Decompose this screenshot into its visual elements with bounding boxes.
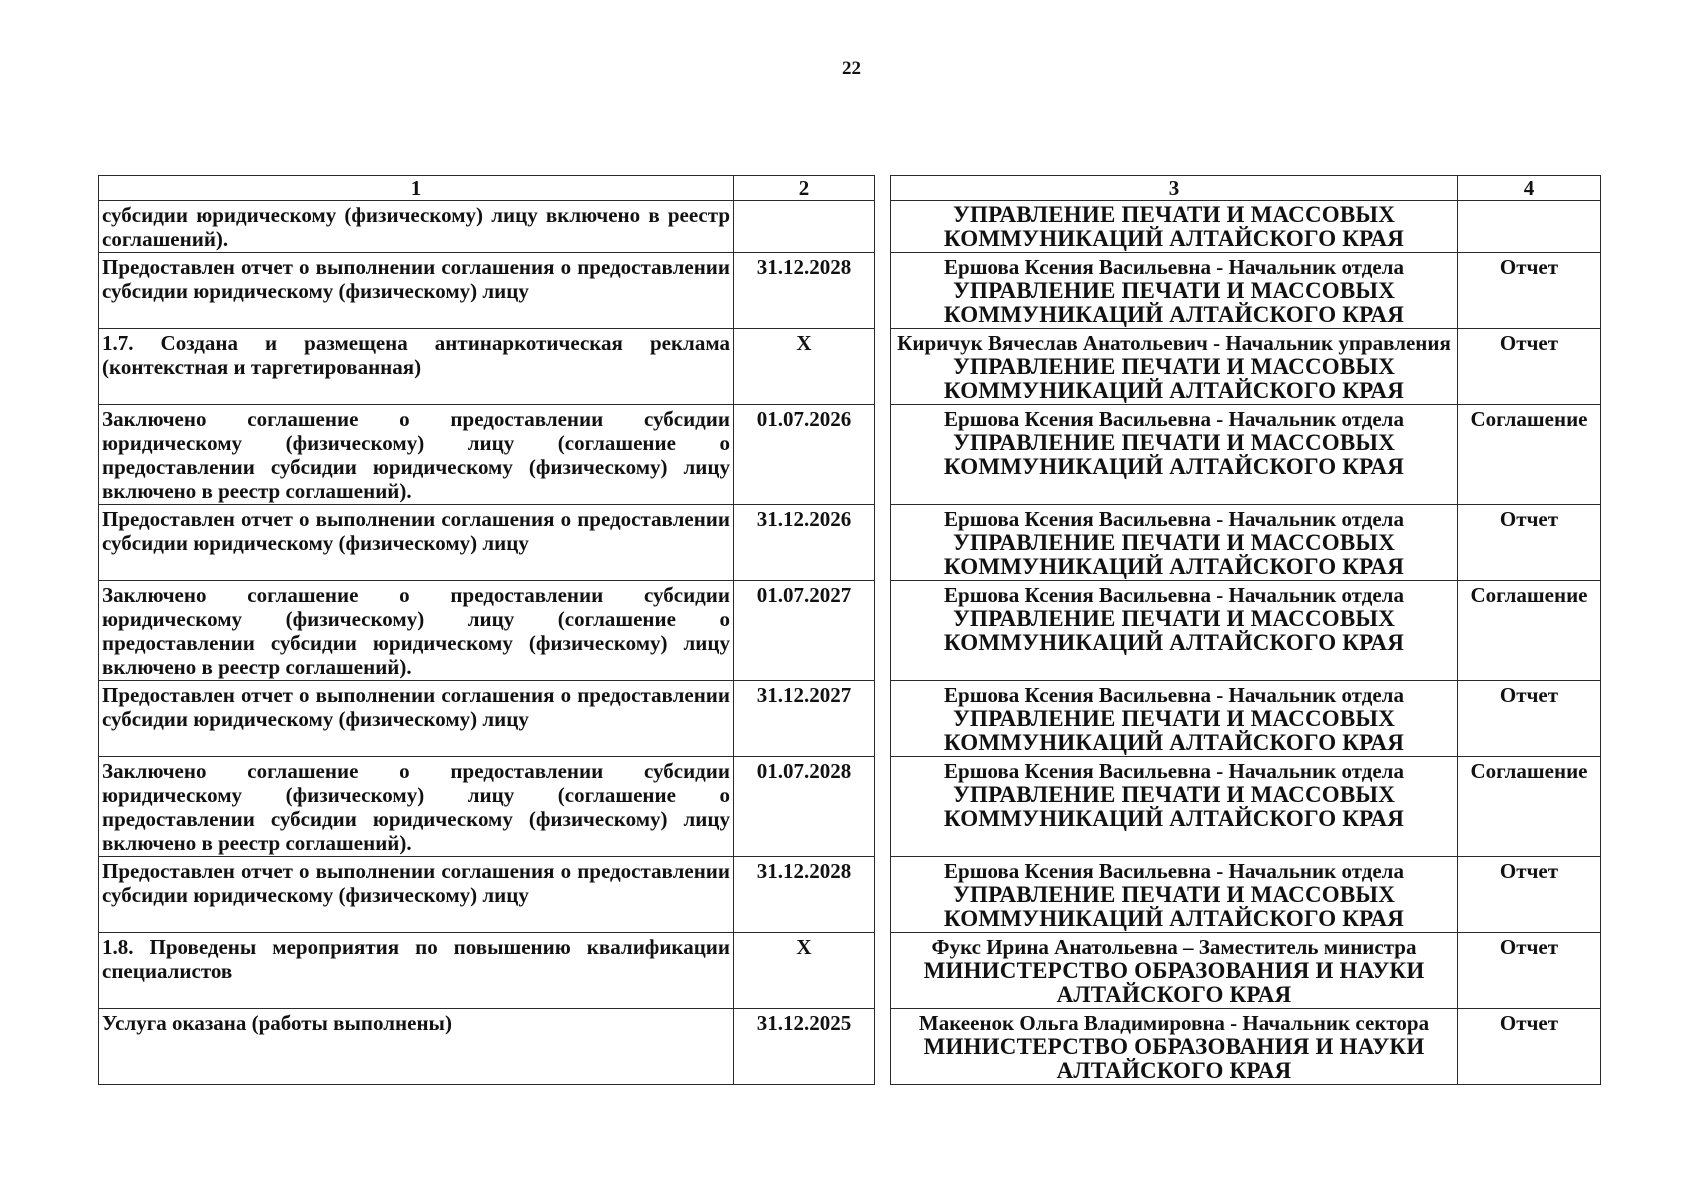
responsible-cell bbox=[891, 857, 1458, 933]
responsible-person: Ершова Ксения Васильевна - Начальник отдела bbox=[944, 507, 1404, 531]
table-row bbox=[99, 405, 1601, 505]
responsible-organization: УПРАВЛЕНИЕ ПЕЧАТИ И МАССОВЫХ КОММУНИКАЦИЙ АЛТАЙСКОГО КРАЯ bbox=[943, 202, 1405, 251]
responsible-organization: УПРАВЛЕНИЕ ПЕЧАТИ И МАССОВЫХ КОММУНИКАЦИЙ АЛТАЙСКОГО КРАЯ bbox=[943, 706, 1405, 755]
responsible-cell bbox=[891, 581, 1458, 681]
column-gap bbox=[875, 405, 891, 505]
column-header-3: 3 bbox=[891, 176, 1458, 201]
responsible-cell bbox=[891, 329, 1458, 405]
responsible-cell bbox=[891, 505, 1458, 581]
column-gap bbox=[875, 681, 891, 757]
event-description: Заключено соглашение о предоставлении субсидии юридическому (физическому) лицу (соглашение о предоставлении субсидии юридическому (физическому) лицу включено в реестр соглашений). bbox=[99, 581, 734, 681]
responsible-person: Ершова Ксения Васильевна - Начальник отдела bbox=[944, 255, 1404, 279]
responsible-organization: УПРАВЛЕНИЕ ПЕЧАТИ И МАССОВЫХ КОММУНИКАЦИЙ АЛТАЙСКОГО КРАЯ bbox=[943, 278, 1405, 327]
column-gap bbox=[875, 581, 891, 681]
responsible-cell bbox=[891, 253, 1458, 329]
document-type bbox=[1458, 201, 1601, 253]
column-gap bbox=[875, 1009, 891, 1085]
responsible-person: Ершова Ксения Васильевна - Начальник отдела bbox=[944, 583, 1404, 607]
responsible-organization: УПРАВЛЕНИЕ ПЕЧАТИ И МАССОВЫХ КОММУНИКАЦИЙ АЛТАЙСКОГО КРАЯ bbox=[943, 782, 1405, 831]
due-date: 01.07.2026 bbox=[734, 405, 875, 505]
due-date bbox=[734, 201, 875, 253]
responsible-cell bbox=[891, 405, 1458, 505]
event-description: Предоставлен отчет о выполнении соглашения о предоставлении субсидии юридическому (физическому) лицу bbox=[99, 857, 734, 933]
responsible-person: Ершова Ксения Васильевна - Начальник отдела bbox=[944, 759, 1404, 783]
table-row bbox=[99, 329, 1601, 405]
event-description: Предоставлен отчет о выполнении соглашения о предоставлении субсидии юридическому (физическому) лицу bbox=[99, 681, 734, 757]
responsible-organization: МИНИСТЕРСТВО ОБРАЗОВАНИЯ И НАУКИ АЛТАЙСКОГО КРАЯ bbox=[923, 1034, 1425, 1083]
plan-table bbox=[98, 175, 1601, 1085]
due-date: 31.12.2025 bbox=[734, 1009, 875, 1085]
document-type: Отчет bbox=[1458, 253, 1601, 329]
event-description: Предоставлен отчет о выполнении соглашения о предоставлении субсидии юридическому (физическому) лицу bbox=[99, 253, 734, 329]
table-row bbox=[99, 1009, 1601, 1085]
table-row bbox=[99, 201, 1601, 253]
table-row bbox=[99, 857, 1601, 933]
table-header-row bbox=[99, 176, 1601, 201]
column-gap bbox=[875, 933, 891, 1009]
responsible-organization: УПРАВЛЕНИЕ ПЕЧАТИ И МАССОВЫХ КОММУНИКАЦИЙ АЛТАЙСКОГО КРАЯ bbox=[943, 606, 1405, 655]
document-type: Отчет bbox=[1458, 1009, 1601, 1085]
column-header-4: 4 bbox=[1458, 176, 1601, 201]
due-date: X bbox=[734, 329, 875, 405]
column-gap bbox=[875, 201, 891, 253]
due-date: 01.07.2028 bbox=[734, 757, 875, 857]
due-date: 31.12.2028 bbox=[734, 253, 875, 329]
event-description: Заключено соглашение о предоставлении субсидии юридическому (физическому) лицу (соглашение о предоставлении субсидии юридическому (физическому) лицу включено в реестр соглашений). bbox=[99, 757, 734, 857]
plan-table-body bbox=[99, 176, 1601, 1085]
due-date: 31.12.2026 bbox=[734, 505, 875, 581]
responsible-organization: МИНИСТЕРСТВО ОБРАЗОВАНИЯ И НАУКИ АЛТАЙСКОГО КРАЯ bbox=[923, 958, 1425, 1007]
responsible-organization: УПРАВЛЕНИЕ ПЕЧАТИ И МАССОВЫХ КОММУНИКАЦИЙ АЛТАЙСКОГО КРАЯ bbox=[943, 530, 1405, 579]
column-header-1: 1 bbox=[99, 176, 734, 201]
responsible-cell bbox=[891, 1009, 1458, 1085]
responsible-cell bbox=[891, 933, 1458, 1009]
responsible-person: Макеенок Ольга Владимировна - Начальник сектора bbox=[918, 1011, 1430, 1035]
due-date: 31.12.2027 bbox=[734, 681, 875, 757]
document-type: Соглашение bbox=[1458, 581, 1601, 681]
table-row bbox=[99, 757, 1601, 857]
event-description: Заключено соглашение о предоставлении субсидии юридическому (физическому) лицу (соглашение о предоставлении субсидии юридическому (физическому) лицу включено в реестр соглашений). bbox=[99, 405, 734, 505]
responsible-organization: УПРАВЛЕНИЕ ПЕЧАТИ И МАССОВЫХ КОММУНИКАЦИЙ АЛТАЙСКОГО КРАЯ bbox=[943, 430, 1405, 479]
responsible-cell bbox=[891, 757, 1458, 857]
event-description: субсидии юридическому (физическому) лицу включено в реестр соглашений). bbox=[99, 201, 734, 253]
document-type: Отчет bbox=[1458, 857, 1601, 933]
event-description: 1.7. Создана и размещена антинаркотическая реклама (контекстная и таргетированная) bbox=[99, 329, 734, 405]
column-gap bbox=[875, 176, 891, 201]
responsible-organization: УПРАВЛЕНИЕ ПЕЧАТИ И МАССОВЫХ КОММУНИКАЦИЙ АЛТАЙСКОГО КРАЯ bbox=[943, 882, 1405, 931]
table-row bbox=[99, 933, 1601, 1009]
responsible-organization: УПРАВЛЕНИЕ ПЕЧАТИ И МАССОВЫХ КОММУНИКАЦИЙ АЛТАЙСКОГО КРАЯ bbox=[943, 354, 1405, 403]
responsible-person: Киричук Вячеслав Анатольевич - Начальник управления bbox=[897, 331, 1451, 355]
due-date: 01.07.2027 bbox=[734, 581, 875, 681]
document-type: Отчет bbox=[1458, 681, 1601, 757]
responsible-person: Ершова Ксения Васильевна - Начальник отдела bbox=[944, 683, 1404, 707]
due-date: 31.12.2028 bbox=[734, 857, 875, 933]
table-row bbox=[99, 581, 1601, 681]
column-gap bbox=[875, 757, 891, 857]
column-gap bbox=[875, 857, 891, 933]
column-header-2: 2 bbox=[734, 176, 875, 201]
table-row bbox=[99, 681, 1601, 757]
document-type: Отчет bbox=[1458, 933, 1601, 1009]
document-type: Соглашение bbox=[1458, 757, 1601, 857]
responsible-person: Ершова Ксения Васильевна - Начальник отдела bbox=[944, 407, 1404, 431]
table-row bbox=[99, 253, 1601, 329]
due-date: X bbox=[734, 933, 875, 1009]
table-row bbox=[99, 505, 1601, 581]
responsible-cell bbox=[891, 201, 1458, 253]
responsible-cell bbox=[891, 681, 1458, 757]
event-description: Предоставлен отчет о выполнении соглашения о предоставлении субсидии юридическому (физическому) лицу bbox=[99, 505, 734, 581]
column-gap bbox=[875, 505, 891, 581]
event-description: 1.8. Проведены мероприятия по повышению квалификации специалистов bbox=[99, 933, 734, 1009]
document-type: Соглашение bbox=[1458, 405, 1601, 505]
responsible-person: Ершова Ксения Васильевна - Начальник отдела bbox=[944, 859, 1404, 883]
responsible-person: Фукс Ирина Анатольевна – Заместитель министра bbox=[931, 935, 1417, 959]
page-number: 22 bbox=[842, 58, 861, 79]
document-type: Отчет bbox=[1458, 329, 1601, 405]
document-type: Отчет bbox=[1458, 505, 1601, 581]
column-gap bbox=[875, 329, 891, 405]
column-gap bbox=[875, 253, 891, 329]
event-description: Услуга оказана (работы выполнены) bbox=[99, 1009, 734, 1085]
